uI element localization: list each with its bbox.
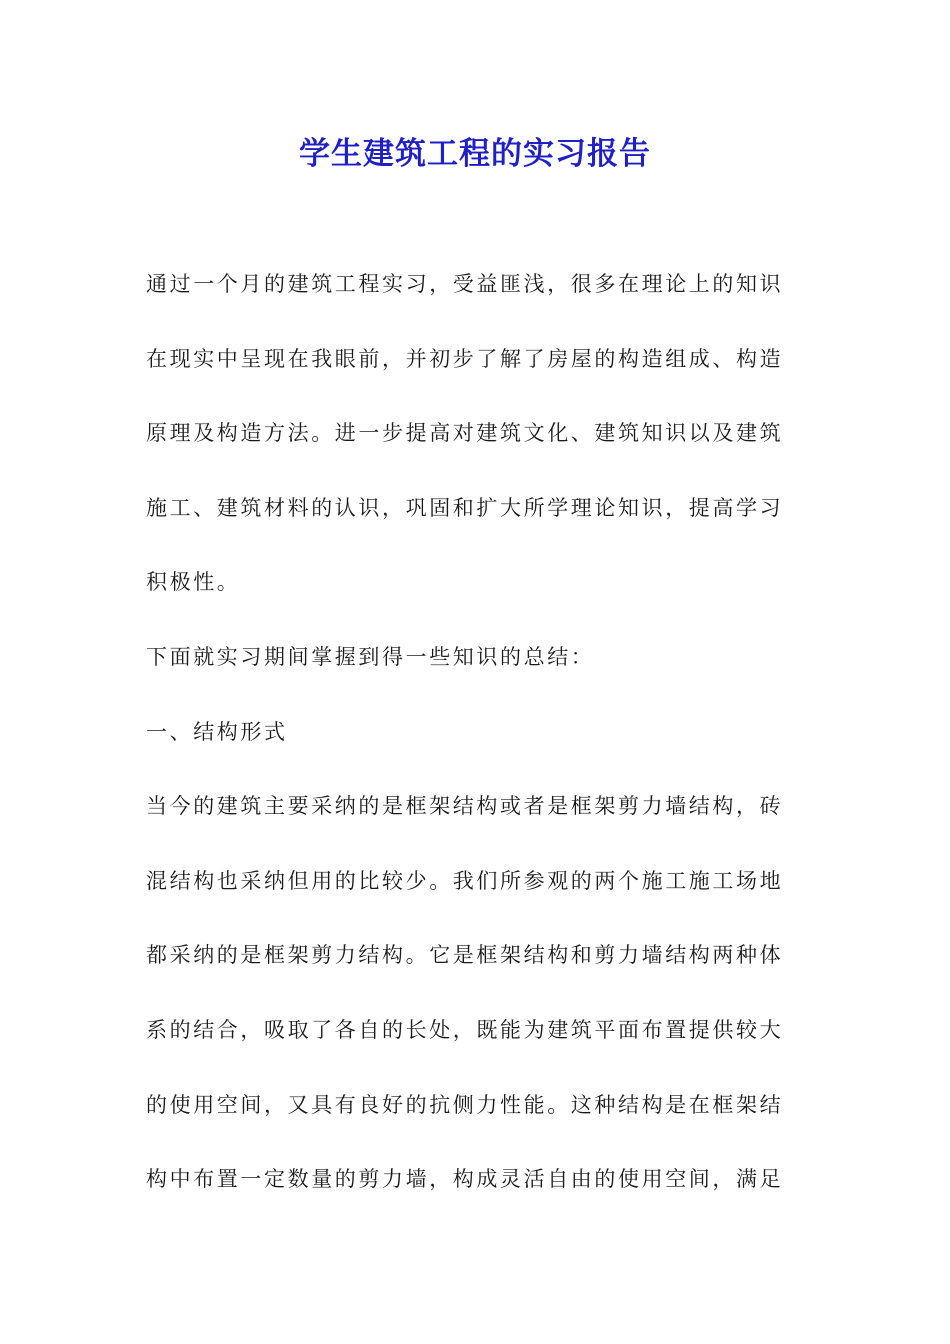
body-line: 当今的建筑主要采纳的是框架结构或者是框架剪力墙结构，砖 <box>146 794 784 819</box>
body-line: 下面就实习期间掌握到得一些知识的总结： <box>146 644 595 669</box>
body-line: 的使用空间，又具有良好的抗侧力性能。这种结构是在框架结 <box>146 1092 784 1117</box>
section-heading: 一、结构形式 <box>146 719 288 744</box>
body-line: 构中布置一定数量的剪力墙，构成灵活自由的使用空间，满足 <box>146 1167 784 1192</box>
body-line: 都采纳的是框架剪力结构。它是框架结构和剪力墙结构两种体 <box>146 943 784 968</box>
body-line: 系的结合，吸取了各自的长处，既能为建筑平面布置提供较大 <box>146 1017 784 1042</box>
body-line: 原理及构造方法。进一步提高对建筑文化、建筑知识以及建筑 <box>146 421 784 446</box>
body-line: 在现实中呈现在我眼前，并初步了解了房屋的构造组成、构造 <box>146 346 784 371</box>
document-body <box>146 262 806 1232</box>
body-line: 混结构也采纳但用的比较少。我们所参观的两个施工施工场地 <box>146 868 784 893</box>
document-title: 学生建筑工程的实习报告 <box>299 136 651 172</box>
body-line: 通过一个月的建筑工程实习，受益匪浅，很多在理论上的知识 <box>146 272 784 296</box>
body-line: 施工、建筑材料的认识，巩固和扩大所学理论知识，提高学习 <box>146 495 784 520</box>
body-line: 积极性。 <box>146 570 241 595</box>
